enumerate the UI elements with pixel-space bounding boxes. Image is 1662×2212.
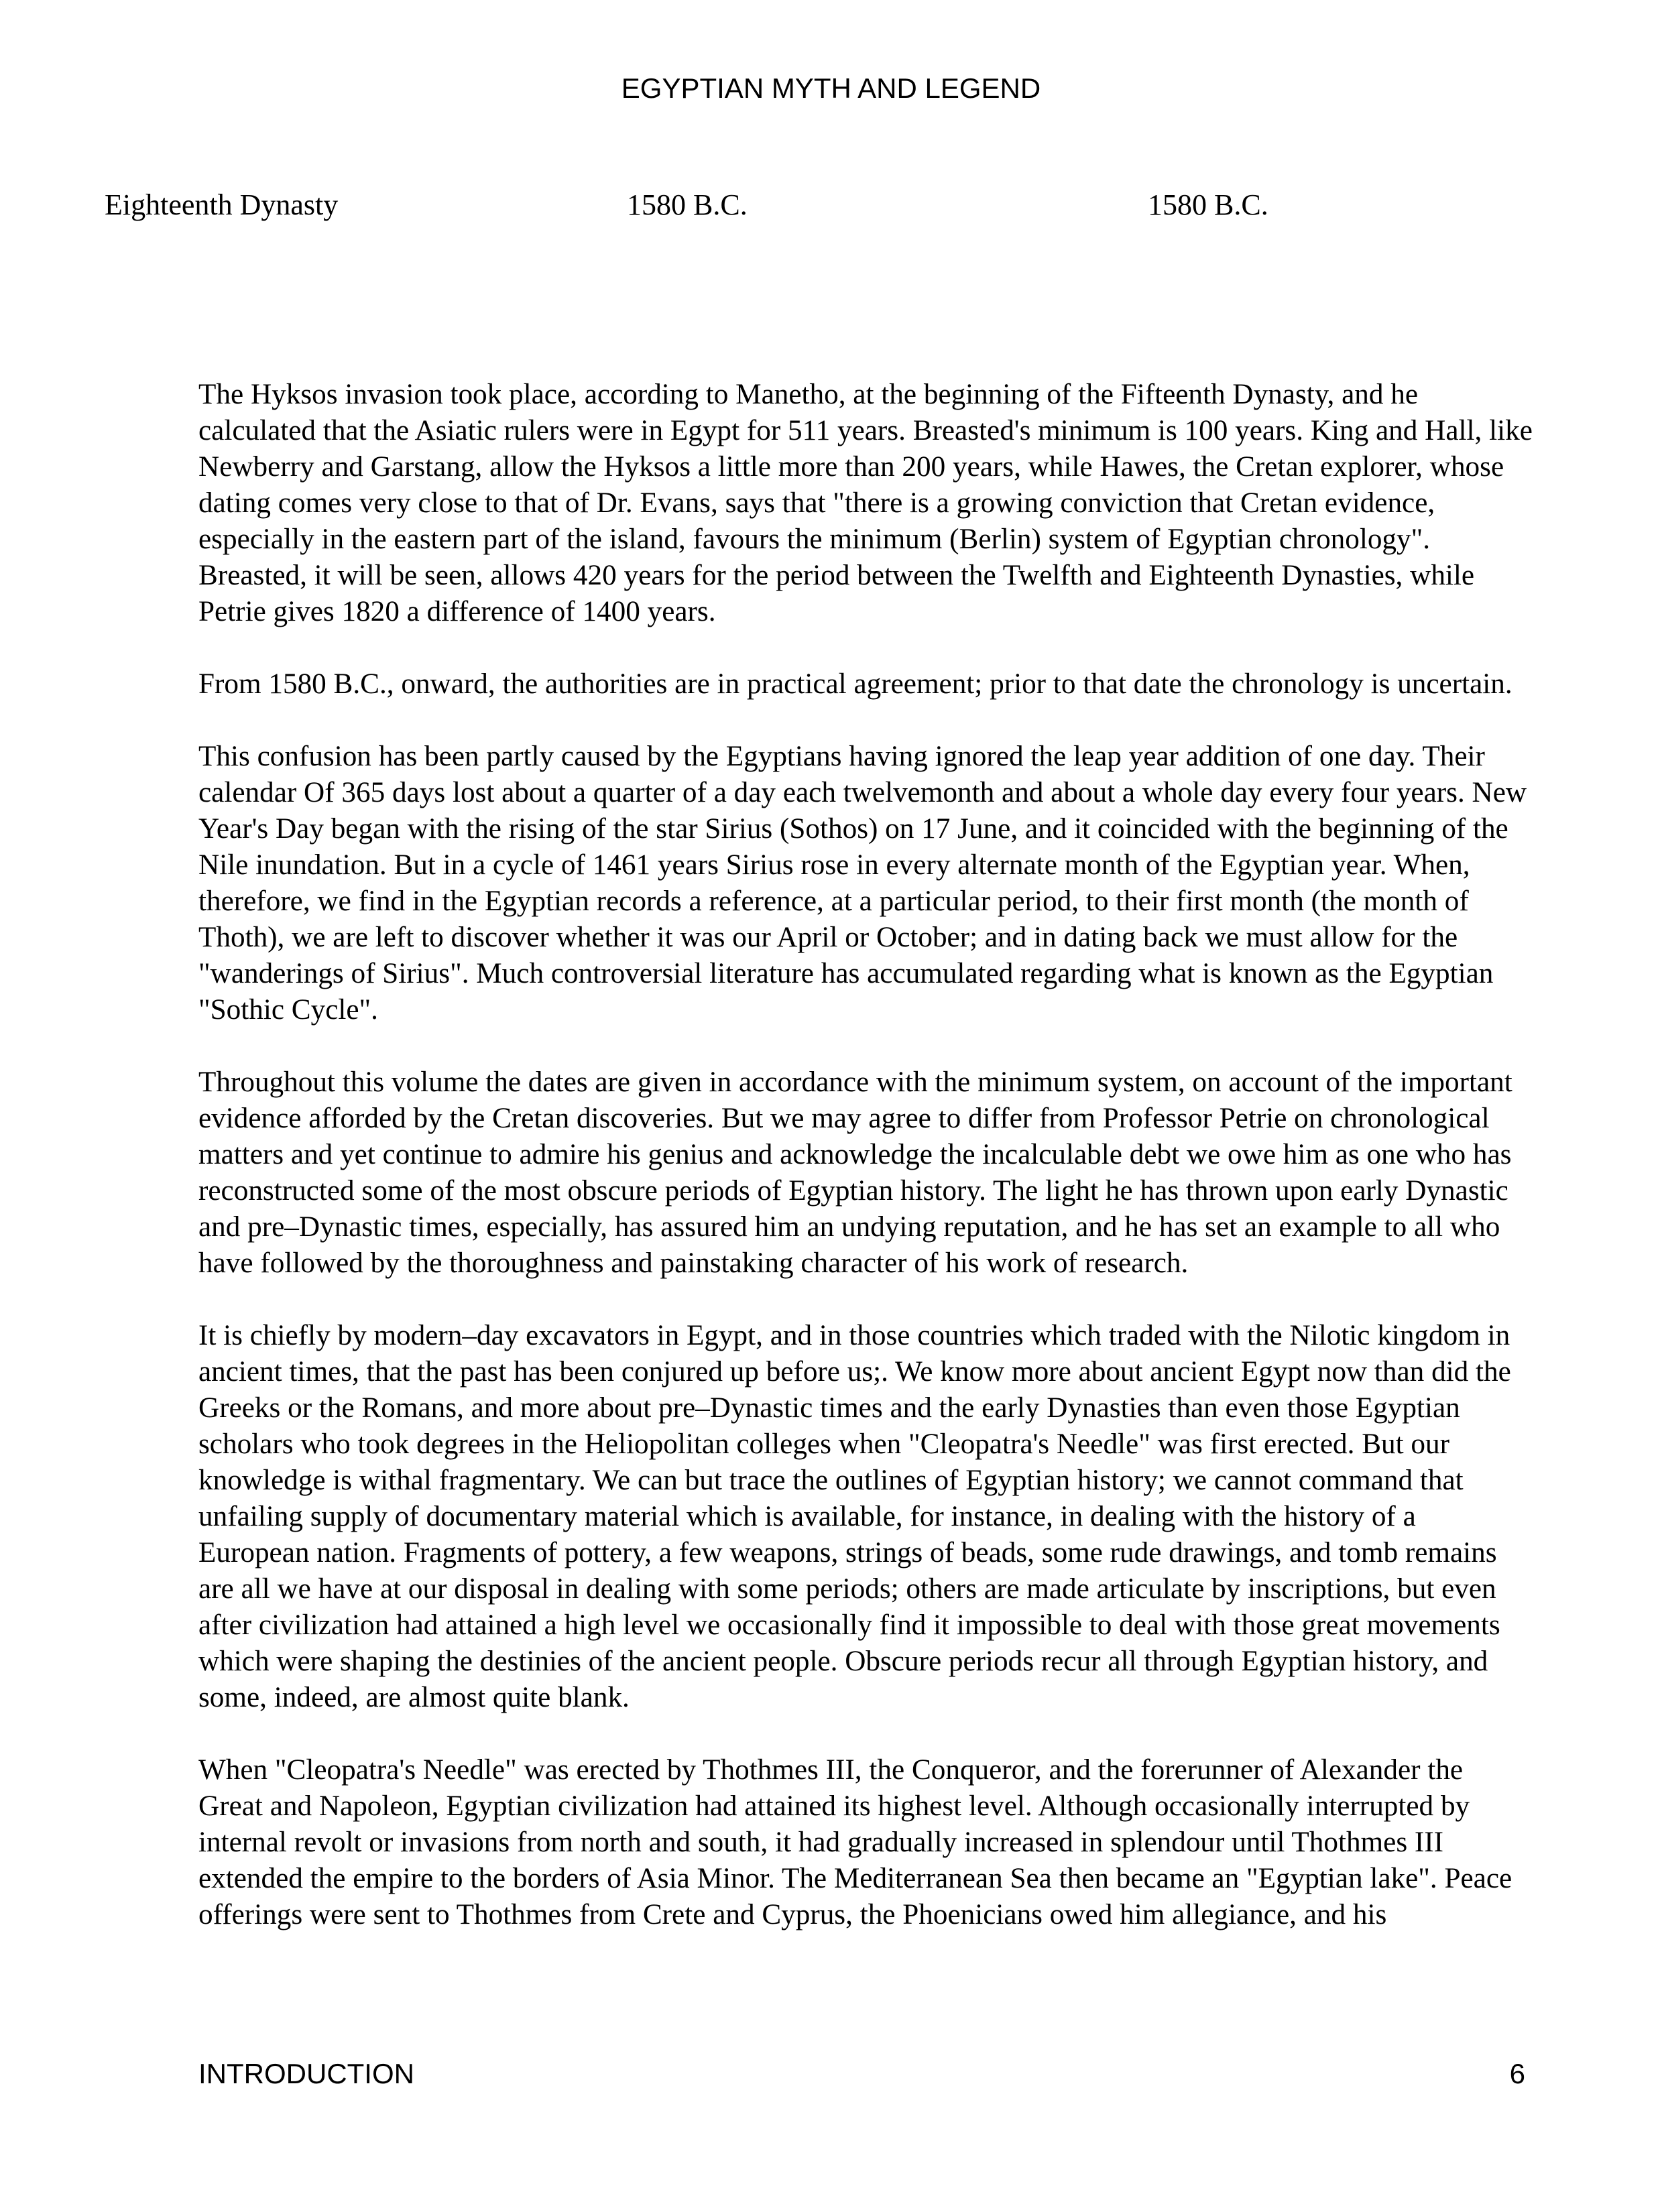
date-cell-second: 1580 B.C.	[1148, 188, 1268, 221]
paragraph-excavators: It is chiefly by modern–day excavators in Egypt, and in those countries which traded with the Nilotic kingdom in ancient times, that the past has been conjured up before us;. We know more about ancient Egypt now than did the Greeks or the Romans, and more about pre–Dynastic times and the early Dynasties than even those Egyptian scholars who took degrees in the Heliopolitan colleges when "Cleopatra's Needle" was first erected. But our knowledge is withal fragmentary. We can but trace the outlines of Egyptian history; we cannot command that unfailing supply of documentary material which is available, for instance, in dealing with the history of a European nation. Fragments of pottery, a few weapons, strings of beads, some rude drawings, and tomb remains are all we have at our disposal in dealing with some periods; others are made articulate by inscriptions, but even after civilization had attained a high level we occasionally find it impossible to deal with those great movements which were shaping the destinies of the ancient people. Obscure periods recur all through Egyptian history, and some, indeed, are almost quite blank.	[198, 1320, 1511, 1713]
date-cell-first: 1580 B.C.	[627, 188, 748, 221]
footer-page-number: 6	[1509, 2058, 1525, 2089]
footer-section-title: INTRODUCTION	[198, 2058, 414, 2089]
paragraph-sothic-cycle: This confusion has been partly caused by the Egyptians having ignored the leap year addition of one day. Their calendar Of 365 days lost about a quarter of a day each twelvemonth and about a whole day every four years. New Year's Day began with the rising of the star Sirius (Sothos) on 17 June, and it coincided with the beginning of the Nile inundation. But in a cycle of 1461 years Sirius rose in every alternate month of the Egyptian year. When, therefore, we find in the Egyptian records a reference, at a particular period, to their first month (the month of Thoth), we are left to discover whether it was our April or October; and in dating back we must allow for the "wanderings of Sirius". Much controversial literature has accumulated regarding what is known as the Egyptian "Sothic Cycle".	[198, 741, 1527, 1026]
running-head-title: EGYPTIAN MYTH AND LEGEND	[621, 72, 1041, 104]
body-text	[198, 377, 1533, 1969]
paragraph-practical-agreement: From 1580 B.C., onward, the authorities are in practical agreement; prior to that date the chronology is uncertain.	[198, 668, 1512, 700]
period-cell: Eighteenth Dynasty	[105, 188, 339, 221]
paragraph-hyksos-invasion: The Hyksos invasion took place, according to Manetho, at the beginning of the Fifteenth Dynasty, and he calculated that the Asiatic rulers were in Egypt for 511 years. Breasted's minimum is 100 years. King and Hall, like Newberry and Garstang, allow the Hyksos a little more than 200 years, while Hawes, the Cretan explorer, whose dating comes very close to that of Dr. Evans, says that "there is a growing conviction that Cretan evidence, especially in the eastern part of the island, favours the minimum (Berlin) system of Egyptian chronology". Breasted, it will be seen, allows 420 years for the period between the Twelfth and Eighteenth Dynasties, while Petrie gives 1820 a difference of 1400 years.	[198, 379, 1533, 627]
paragraph-minimum-system: Throughout this volume the dates are given in accordance with the minimum system, on account of the important evidence afforded by the Cretan discoveries. But we may agree to differ from Professor Petrie on chronological matters and yet continue to admire his genius and acknowledge the incalculable debt we owe him as one who has reconstructed some of the most obscure periods of Egyptian history. The light he has thrown upon early Dynastic and pre–Dynastic times, especially, has assured him an undying reputation, and he has set an example to all who have followed by the thoroughness and painstaking character of his work of research.	[198, 1066, 1512, 1279]
paragraph-cleopatras-needle: When "Cleopatra's Needle" was erected by Thothmes III, the Conqueror, and the forerunner of Alexander the Great and Napoleon, Egyptian civilization had attained its highest level. Although occasionally interrupted by internal revolt or invasions from north and south, it had gradually increased in splendour until Thothmes III extended the empire to the borders of Asia Minor. The Mediterranean Sea then became an "Egyptian lake". Peace offerings were sent to Thothmes from Crete and Cyprus, the Phoenicians owed him allegiance, and his	[198, 1754, 1512, 1930]
chronology-table-row	[0, 185, 1662, 225]
